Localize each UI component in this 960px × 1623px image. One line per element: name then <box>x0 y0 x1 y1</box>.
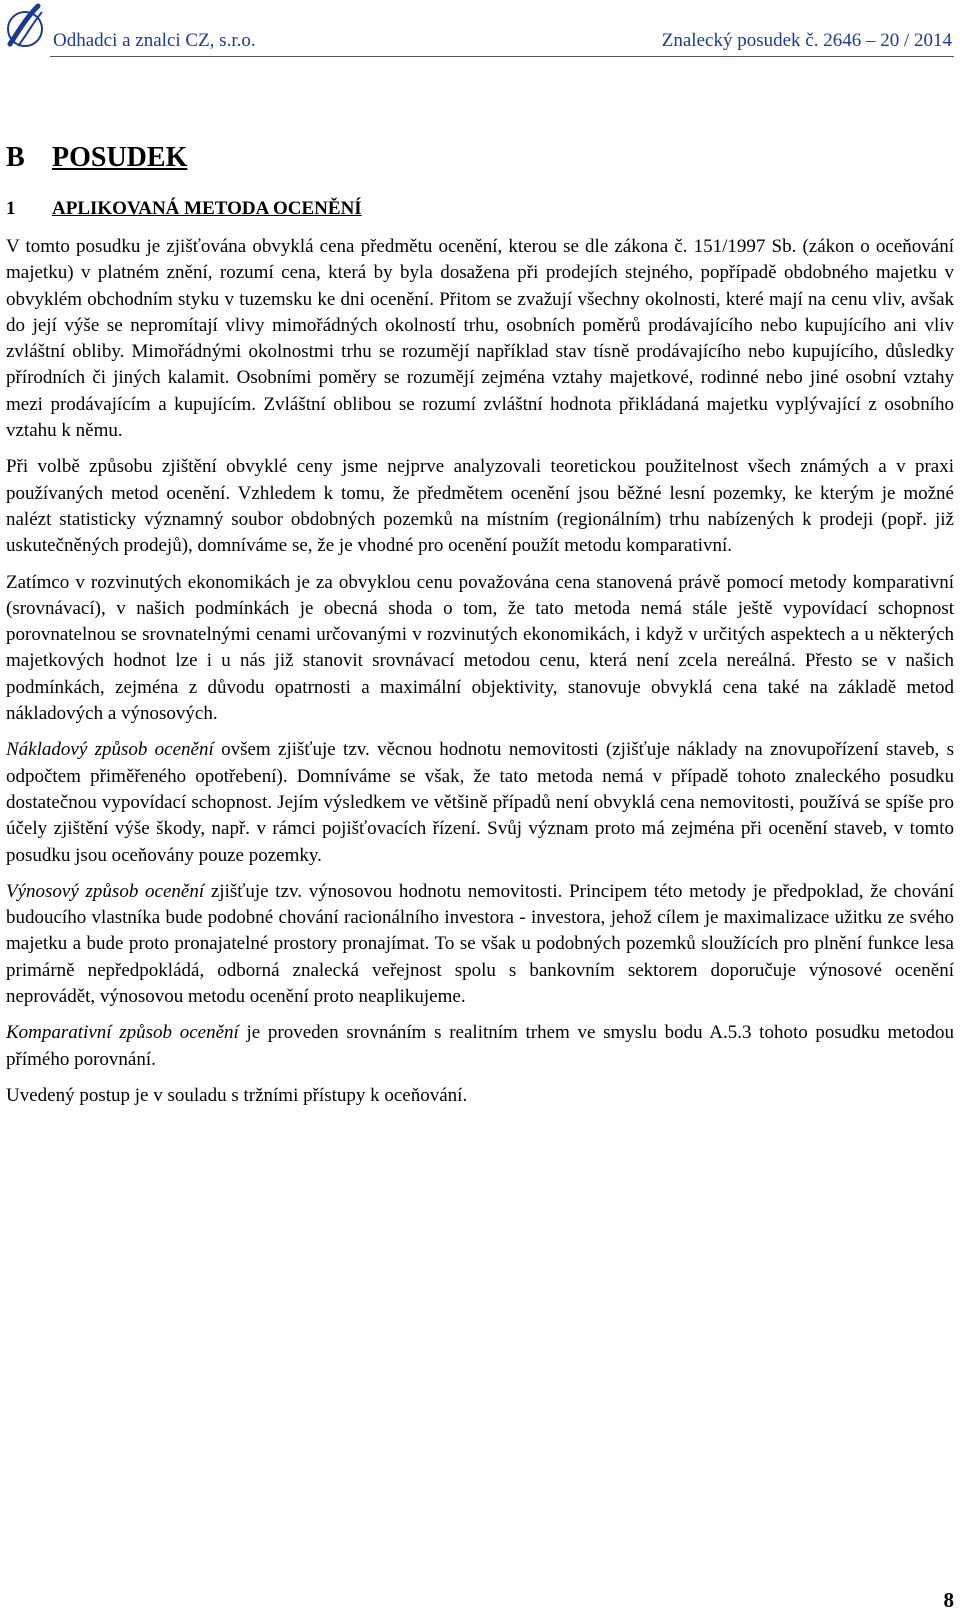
page-header <box>0 0 960 60</box>
cost-method-text: ovšem zjišťuje tzv. věcnou hodnotu nemovitosti (zjišťuje náklady na znovupořízení staveb, s odpočtem přiměřeného opotřebení). Domníváme se však, že tato metoda nemá v případě tohoto znaleckého posudku dostatečnou vypovídací schopnost. Jejím výsledkem ve většině případů není obvyklá cena nemovitosti, používá se spíše pro účely zjištění výše škody, např. v rámci pojišťovacích řízení. Svůj význam proto má zejména při ocenění staveb, v tomto posudku jsou oceňovány pouze pozemky. <box>6 739 954 866</box>
paragraph-income-method <box>6 879 954 1010</box>
subsection-title: APLIKOVANÁ METODA OCENĚNÍ <box>52 198 362 219</box>
paragraph-method-choice: Při volbě způsobu zjištění obvyklé ceny jsme nejprve analyzovali teoretickou použitelnost všech známých a v praxi používaných metod ocenění. Vzhledem k tomu, že předmětem ocenění jsou běžné lesní pozemky, ke kterým je možné nalézt statisticky významný soubor obdobných pozemků na místním (regionálním) trhu nabízených k prodeji (popř. již uskutečněných prodejů), domníváme se, že je vhodné pro ocenění použít metodu komparativní. <box>6 456 954 557</box>
subsection-number: 1 <box>6 198 16 219</box>
section-heading <box>6 142 954 174</box>
section-title: POSUDEK <box>52 142 188 173</box>
header-report-number: Znalecký posudek č. 2646 – 20 / 2014 <box>661 30 952 51</box>
cost-method-term: Nákladový způsob ocenění <box>6 739 214 761</box>
paragraph-conclusion: Uvedený postup je v souladu s tržními přístupy k oceňování. <box>6 1084 468 1106</box>
comparative-method-term: Komparativní způsob ocenění <box>6 1022 239 1044</box>
page-number: 8 <box>943 1588 954 1612</box>
income-method-term: Výnosový způsob ocenění <box>6 880 205 902</box>
paragraph-definition: V tomto posudku je zjišťována obvyklá cena předmětu ocenění, kterou se dle zákona č. 151/1997 Sb. (zákon o oceňování majetku) v platném znění, rozumí cena, která by byla dosažena při prodejích stejného, popřípadě obdobného majetku v obvyklém obchodním styku v tuzemsku ke dni ocenění. Přitom se zvažují všechny okolnosti, které mají na cenu vliv, avšak do její výše se nepromítají vlivy mimořádných okolností trhu, osobních poměrů prodávajícího nebo kupujícího ani vliv zvláštní obliby. Mimořádnými okolnostmi trhu se rozumějí například stav tísně prodávajícího nebo kupujícího, důsledky přírodních či jiných kalamit. Osobními poměry se rozumějí zejména vztahy majetkové, rodinné nebo jiné osobní vztahy mezi prodávajícím a kupujícím. Zvláštní oblibou se rozumí zvláštní hodnota přikládaná majetku vyplývající z osobního vztahu k němu. <box>6 236 954 442</box>
section-number: B <box>6 142 25 173</box>
header-company-name: Odhadci a znalci CZ, s.r.o. <box>53 30 256 51</box>
company-logo-icon <box>4 2 46 52</box>
income-method-text: zjišťuje tzv. výnosovou hodnotu nemovitosti. Principem této metody je předpoklad, že chování budoucího vlastníka bude podobné chování racionálního investora - investora, jehož cílem je maximalizace užitku ze svého majetku a bude proto pronajatelné prostory pronajímat. To se však u podobných pozemků sloužících pro plnění funkce lesa primárně nepředpokládá, odborná znalecká veřejnost spolu s bankovním sektorem doporučuje výnosové ocenění neprovádět, výnosovou metodu ocenění proto neaplikujeme. <box>6 880 954 1008</box>
header-divider <box>50 56 954 57</box>
page-content <box>6 142 954 1119</box>
comparative-method-text: je proveden srovnáním s realitním trhem ve smyslu bodu A.5.3 tohoto posudku metodou přímého porovnání. <box>6 1022 954 1070</box>
paragraph-cost-method <box>6 737 954 868</box>
subsection-heading <box>6 198 954 220</box>
paragraph-comparative-context: Zatímco v rozvinutých ekonomikách je za obvyklou cenu považována cena stanovená právě pomocí metody komparativní (srovnávací), v našich podmínkách je obecná shoda o tom, že tato metoda nemá stále ještě vypovídací schopnost porovnatelnou se srovnatelnými cenami určovanými v rozvinutých ekonomikách, i když v určitých aspektech a u některých majetkových hodnot lze i u nás již stanovit srovnávací metodou cenu, která není zcela nereálná. Přesto se v našich podmínkách, zejména z důvodu opatrnosti a maximální objektivity, stanovuje obvyklá cena také na základě metod nákladových a výnosových. <box>6 571 954 725</box>
paragraph-comparative-method <box>6 1020 954 1073</box>
